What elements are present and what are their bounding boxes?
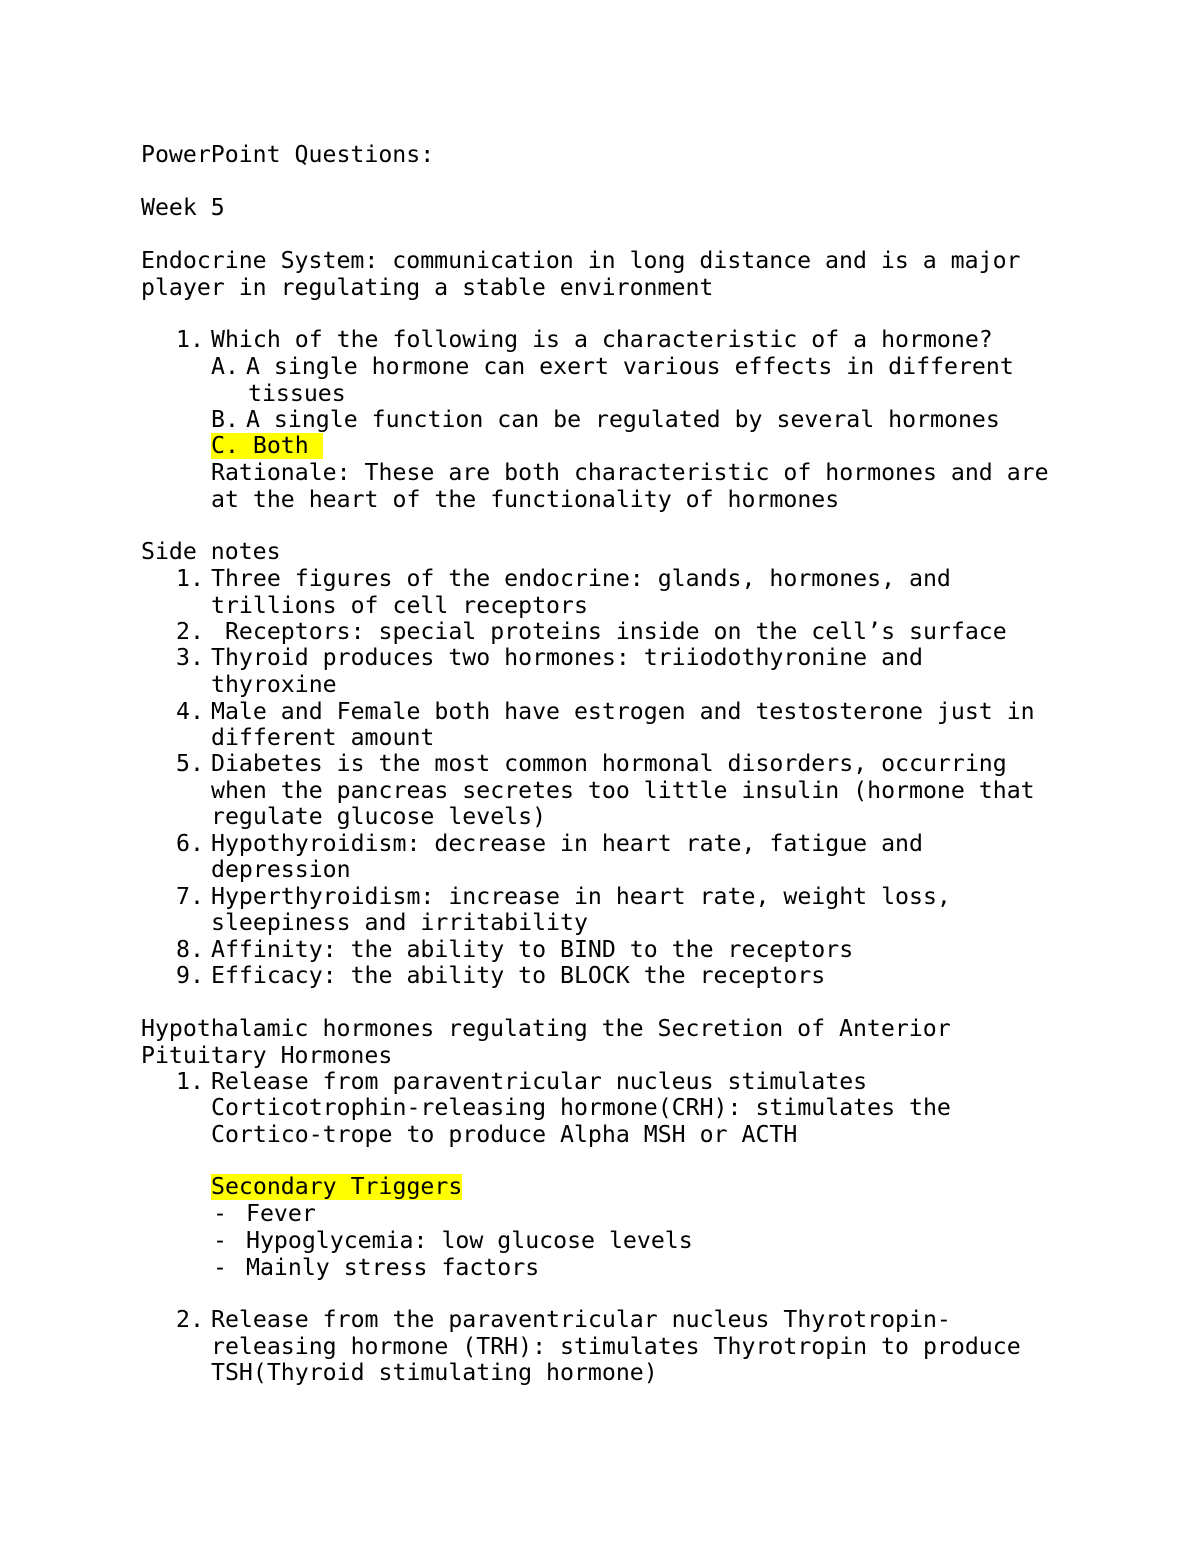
side-note-text: different amount xyxy=(211,724,435,751)
side-note-text: regulate glucose levels) xyxy=(211,803,547,830)
dash-bullet: - xyxy=(213,1254,227,1281)
side-note-text: Affinity: the ability to BIND to the receptors xyxy=(211,936,854,963)
side-note-number: 6. xyxy=(176,830,204,857)
question-number: 1. xyxy=(176,326,204,353)
option-a-text-line-1: A single hormone can exert various effects in different xyxy=(246,353,1014,380)
side-note-text: Hyperthyroidism: increase in heart rate, weight loss, xyxy=(211,883,951,910)
dash-bullet: - xyxy=(213,1200,227,1227)
side-note-number: 5. xyxy=(176,750,204,777)
endocrine-definition-line-2: player in regulating a stable environment xyxy=(141,274,714,301)
rationale-line-1: Rationale: These are both characteristic of hormones and are xyxy=(211,459,1049,486)
trigger-item: Mainly stress factors xyxy=(246,1254,540,1281)
side-note-number: 2. xyxy=(176,618,204,645)
side-note-number: 3. xyxy=(176,644,204,671)
hypothalamic-item-text: TSH(Thyroid stimulating hormone) xyxy=(211,1359,658,1386)
hypothalamic-item-text: releasing hormone (TRH): stimulates Thyrotropin to produce xyxy=(211,1333,1021,1360)
hypothalamic-item-text: Release from paraventricular nucleus stimulates xyxy=(211,1068,868,1095)
option-a-text-line-2: tissues xyxy=(248,380,346,407)
side-note-text: Male and Female both have estrogen and testosterone just in xyxy=(211,698,1035,725)
side-note-text: Diabetes is the most common hormonal disorders, occurring xyxy=(211,750,1007,777)
side-note-text: sleepiness and irritability xyxy=(211,909,588,936)
endocrine-definition-line-1: Endocrine System: communication in long distance and is a major xyxy=(141,247,1021,274)
question-text: Which of the following is a characteristic of a hormone? xyxy=(211,326,993,353)
option-b-letter: B. xyxy=(211,406,239,433)
secondary-triggers-heading-highlighted: Secondary Triggers xyxy=(211,1173,463,1200)
side-note-text: thyroxine xyxy=(211,671,337,698)
trigger-item: Fever xyxy=(246,1200,316,1227)
hypothalamic-item-number: 2. xyxy=(176,1306,204,1333)
side-note-text: Thyroid produces two hormones: triiodothyronine and xyxy=(211,644,923,671)
side-note-text: Receptors: special proteins inside on the cell’s surface xyxy=(211,618,1007,645)
side-note-text: when the pancreas secretes too little insulin (hormone that xyxy=(211,777,1035,804)
hypothalamic-heading-line-1: Hypothalamic hormones regulating the Secretion of Anterior xyxy=(141,1015,951,1042)
rationale-line-2: at the heart of the functionality of hormones xyxy=(211,486,840,513)
hypothalamic-heading-line-2: Pituitary Hormones xyxy=(141,1042,393,1069)
option-b-text: A single function can be regulated by several hormones xyxy=(246,406,1000,433)
side-note-number: 1. xyxy=(176,565,204,592)
option-a-letter: A. xyxy=(211,353,239,380)
dash-bullet: - xyxy=(213,1227,227,1254)
hypothalamic-item-text: Release from the paraventricular nucleus Thyrotropin- xyxy=(211,1306,951,1333)
side-note-number: 4. xyxy=(176,698,204,725)
side-note-text: trillions of cell receptors xyxy=(211,592,588,619)
document-title: PowerPoint Questions: xyxy=(141,141,435,168)
side-note-text: Hypothyroidism: decrease in heart rate, fatigue and xyxy=(211,830,923,857)
side-note-text: Efficacy: the ability to BLOCK the receptors xyxy=(211,962,826,989)
side-note-text: depression xyxy=(211,856,351,883)
hypothalamic-item-number: 1. xyxy=(176,1068,204,1095)
side-note-number: 9. xyxy=(176,962,204,989)
trigger-item: Hypoglycemia: low glucose levels xyxy=(246,1227,693,1254)
side-notes-heading: Side notes xyxy=(141,538,281,565)
side-note-number: 7. xyxy=(176,883,204,910)
hypothalamic-item-text: Corticotrophin-releasing hormone(CRH): stimulates the xyxy=(211,1094,951,1121)
hypothalamic-item-text: Cortico-trope to produce Alpha MSH or ACTH xyxy=(211,1121,798,1148)
option-c-answer-highlighted: C. Both xyxy=(211,432,323,459)
side-note-text: Three figures of the endocrine: glands, hormones, and xyxy=(211,565,951,592)
week-label: Week 5 xyxy=(141,194,225,221)
side-note-number: 8. xyxy=(176,936,204,963)
